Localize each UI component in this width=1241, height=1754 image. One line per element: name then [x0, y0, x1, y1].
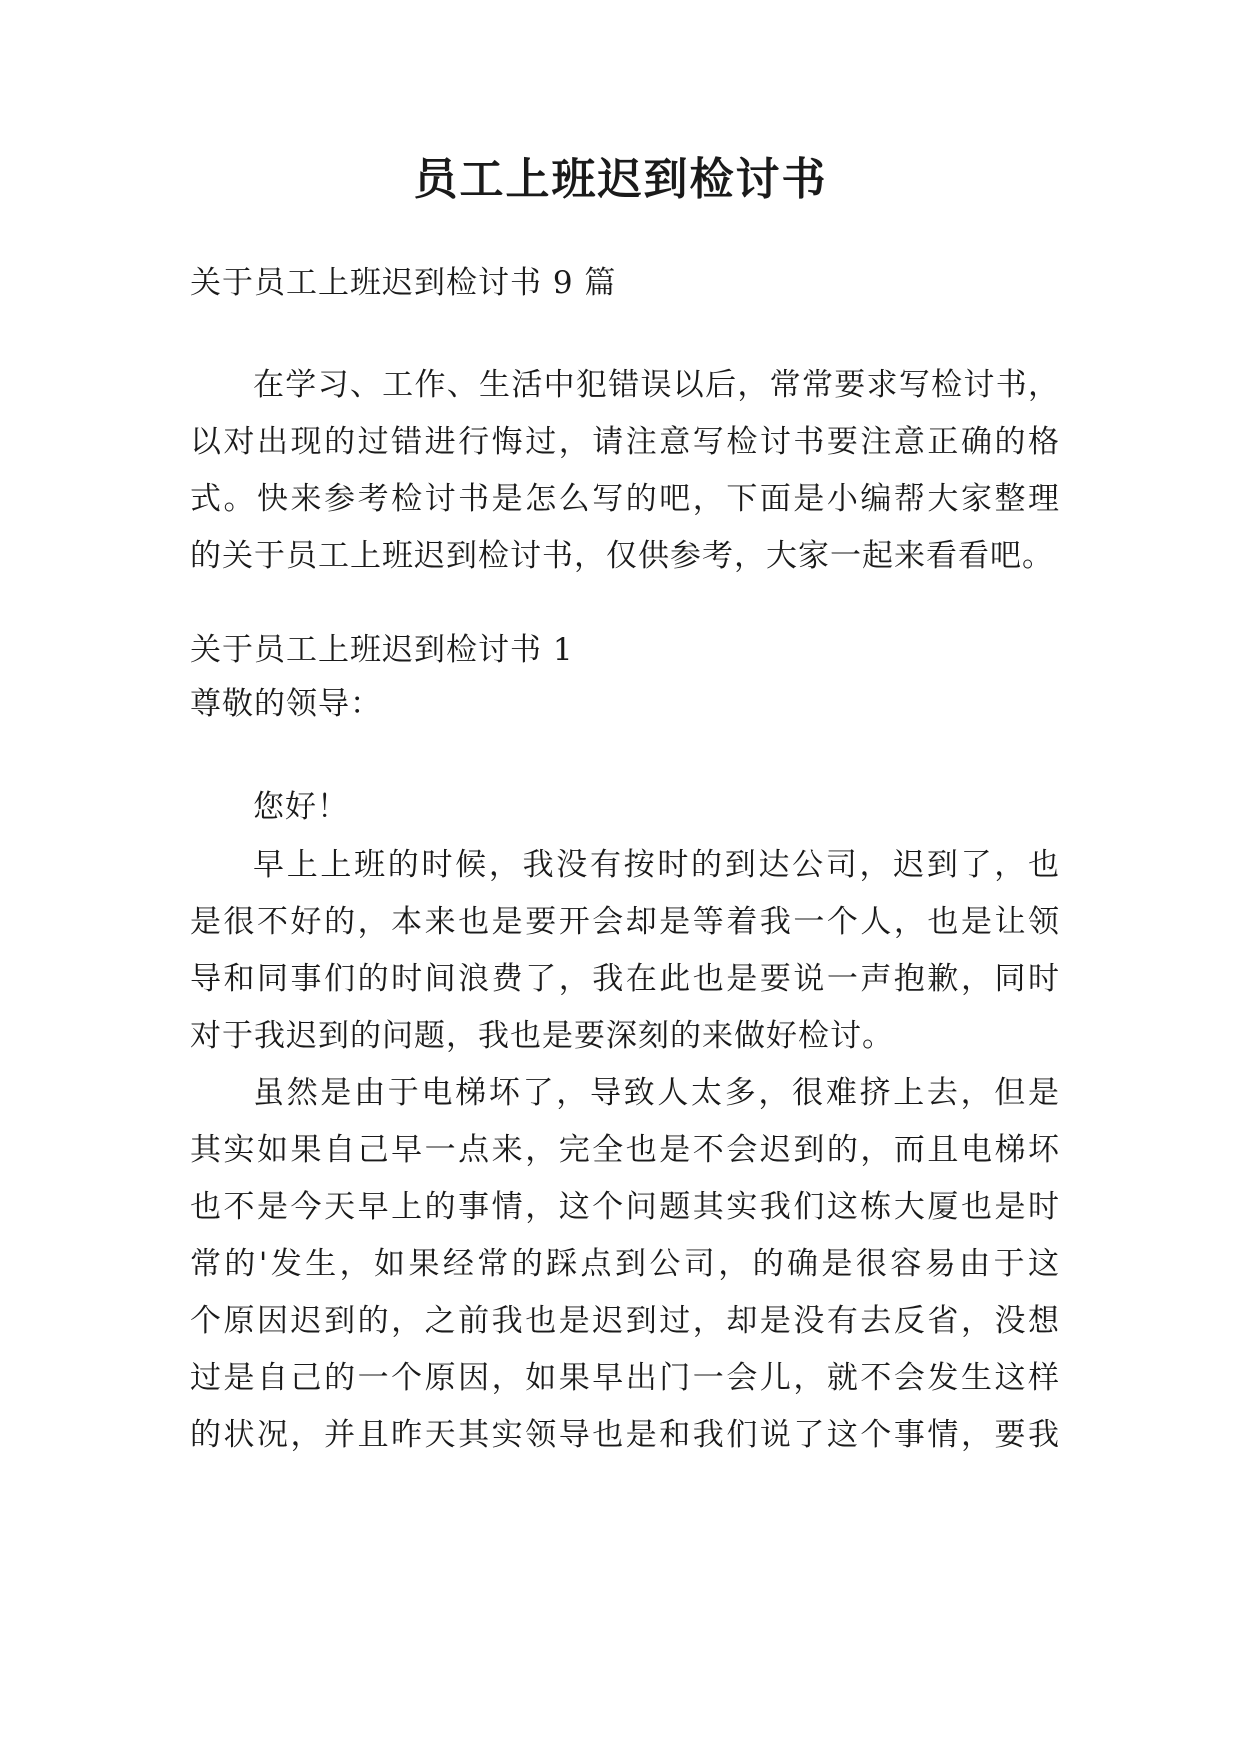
paragraph1-line: 对于我迟到的问题，我也是要深刻的来做好检讨。 — [190, 1018, 894, 1054]
paragraph2-line: 个原因迟到的，之前我也是迟到过，却是没有去反省，没想 — [190, 1303, 1060, 1339]
greeting: 您好！ — [253, 789, 349, 825]
intro-line: 以对出现的过错进行悔过，请注意写检讨书要注意正确的格 — [190, 424, 1060, 460]
document-title: 员工上班迟到检讨书 — [413, 154, 828, 205]
paragraph2-line: 的状况，并且昨天其实领导也是和我们说了这个事情，要我 — [190, 1417, 1060, 1453]
paragraph2-line: 也不是今天早上的事情，这个问题其实我们这栋大厦也是时 — [190, 1189, 1060, 1225]
intro-line: 在学习、工作、生活中犯错误以后，常常要求写检讨书， — [253, 367, 1060, 403]
paragraph1-line: 早上上班的时候，我没有按时的到达公司，迟到了，也 — [253, 847, 1060, 883]
paragraph2-line: 过是自己的一个原因，如果早出门一会儿，就不会发生这样 — [190, 1360, 1060, 1396]
document-subtitle: 关于员工上班迟到检讨书 9 篇 — [190, 265, 617, 301]
salutation: 尊敬的领导： — [190, 686, 382, 722]
paragraph2-line: 虽然是由于电梯坏了，导致人太多，很难挤上去，但是 — [253, 1075, 1060, 1111]
paragraph1-line: 导和同事们的时间浪费了，我在此也是要说一声抱歉，同时 — [190, 961, 1060, 997]
paragraph2-line: 其实如果自己早一点来，完全也是不会迟到的，而且电梯坏 — [190, 1132, 1060, 1168]
intro-line: 式。快来参考检讨书是怎么写的吧，下面是小编帮大家整理 — [190, 481, 1060, 517]
paragraph1-line: 是很不好的，本来也是要开会却是等着我一个人，也是让领 — [190, 904, 1060, 940]
paragraph2-line: 常的'发生，如果经常的踩点到公司，的确是很容易由于这 — [190, 1246, 1060, 1282]
intro-line: 的关于员工上班迟到检讨书，仅供参考，大家一起来看看吧。 — [190, 538, 1054, 574]
section-heading: 关于员工上班迟到检讨书 1 — [190, 632, 574, 668]
